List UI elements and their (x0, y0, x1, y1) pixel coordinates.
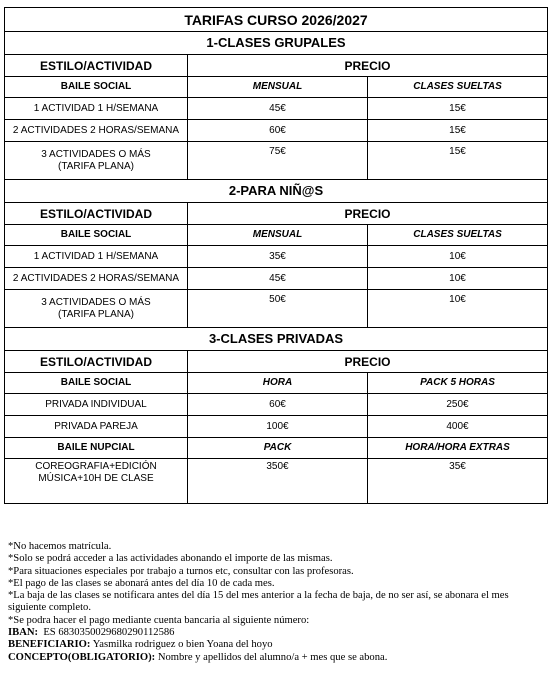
notes (8, 541, 546, 664)
subheader-hora-extras: HORA/HORA EXTRAS (368, 438, 548, 459)
subheader-mensual: MENSUAL (188, 77, 368, 98)
section-title-row (5, 328, 548, 351)
row-label: 1 ACTIVIDAD 1 H/SEMANA (5, 98, 188, 120)
row-label (5, 290, 188, 328)
concepto-value: Nombre y apellidos del alumno/a + mes que se abona. (157, 651, 388, 663)
note: *El pago de las clases se abonará antes del día 10 de cada mes. (8, 577, 275, 589)
row-label: 2 ACTIVIDADES 2 HORAS/SEMANA (5, 120, 188, 142)
concepto-line (8, 652, 546, 664)
table-row (5, 459, 548, 504)
row-label: 2 ACTIVIDADES 2 HORAS/SEMANA (5, 268, 188, 290)
section-title-row (5, 32, 548, 55)
subheader-pack: PACK (188, 438, 368, 459)
price-sueltas: 10€ (368, 268, 548, 290)
header-precio: PRECIO (188, 351, 548, 373)
beneficiario-label: BENEFICIARIO: (8, 639, 91, 651)
subheader-mensual: MENSUAL (188, 225, 368, 246)
header-estilo: ESTILO/ACTIVIDAD (5, 351, 188, 373)
subheader-baile-social: BAILE SOCIAL (5, 225, 188, 246)
subheader-baile-social: BAILE SOCIAL (5, 373, 188, 394)
subheader-baile-nupcial: BAILE NUPCIAL (5, 438, 188, 459)
beneficiario-value: Yasmilka rodriguez o bien Yoana del hoyo (92, 639, 273, 651)
row-label (5, 459, 188, 504)
header-estilo: ESTILO/ACTIVIDAD (5, 55, 188, 77)
column-header-row (5, 55, 548, 77)
price-hora-extra: 35€ (368, 459, 548, 504)
subheader-row (5, 373, 548, 394)
row-label-line2: MÚSICA+10H DE CLASE (38, 473, 154, 484)
table-row (5, 268, 548, 290)
price-sueltas: 15€ (368, 120, 548, 142)
header-estilo: ESTILO/ACTIVIDAD (5, 203, 188, 225)
beneficiario-line (8, 639, 546, 651)
subheader-row (5, 77, 548, 98)
subheader-clases-sueltas: CLASES SUELTAS (368, 77, 548, 98)
iban-label: IBAN: (8, 627, 39, 639)
row-label-line1: COREOGRAFIA+EDICIÓN (35, 461, 157, 472)
header-precio: PRECIO (188, 203, 548, 225)
price-sueltas: 10€ (368, 290, 548, 328)
price-hora: 60€ (188, 394, 368, 416)
section-title-ninos: 2-PARA NIÑ@S (5, 180, 548, 203)
row-label-line2: (TARIFA PLANA) (58, 160, 134, 172)
price-pack: 350€ (188, 459, 368, 504)
subheader-clases-sueltas: CLASES SUELTAS (368, 225, 548, 246)
price-mensual: 45€ (188, 268, 368, 290)
row-label: 1 ACTIVIDAD 1 H/SEMANA (5, 246, 188, 268)
price-sueltas: 15€ (368, 98, 548, 120)
column-header-row (5, 351, 548, 373)
section-title-grupales: 1-CLASES GRUPALES (5, 32, 548, 55)
price-mensual: 50€ (188, 290, 368, 328)
subheader-row (5, 225, 548, 246)
row-label: PRIVADA INDIVIDUAL (5, 394, 188, 416)
price-sueltas: 10€ (368, 246, 548, 268)
concepto-label: CONCEPTO(OBLIGATORIO): (8, 651, 156, 663)
table-row (5, 394, 548, 416)
iban-value: ES 6830350029680290112586 (43, 627, 175, 639)
row-label: PRIVADA PAREJA (5, 416, 188, 438)
title-row (5, 8, 548, 32)
price-mensual: 35€ (188, 246, 368, 268)
note: *Solo se podrá acceder a las actividades abonando el importe de las mismas. (8, 553, 333, 565)
column-header-row (5, 203, 548, 225)
iban-line (8, 627, 546, 639)
price-mensual: 60€ (188, 120, 368, 142)
subheader-baile-social: BAILE SOCIAL (5, 77, 188, 98)
subheader-pack-5-horas: PACK 5 HORAS (368, 373, 548, 394)
header-precio: PRECIO (188, 55, 548, 77)
note: *Se podra hacer el pago mediante cuenta bancaria al siguiente número: (8, 614, 310, 626)
price-sueltas: 15€ (368, 142, 548, 180)
note: *Para situaciones especiales por trabajo a turnos etc, consultar con las profesoras. (8, 565, 354, 577)
row-label (5, 142, 188, 180)
note: *La baja de las clases se notificara antes del día 15 del mes anterior a la fecha de baja, de no ser así, se abonara el mes siguiente completo. (8, 590, 509, 614)
note: *No hacemos matrícula. (8, 541, 112, 552)
table-row (5, 290, 548, 328)
price-mensual: 75€ (188, 142, 368, 180)
table-row (5, 120, 548, 142)
page-title: TARIFAS CURSO 2026/2027 (5, 8, 548, 32)
price-pack: 250€ (368, 394, 548, 416)
table-row (5, 416, 548, 438)
table-row (5, 98, 548, 120)
section-title-row (5, 180, 548, 203)
subheader-row (5, 438, 548, 459)
price-hora: 100€ (188, 416, 368, 438)
table-row (5, 142, 548, 180)
row-label-line2: (TARIFA PLANA) (58, 308, 134, 320)
table-row (5, 246, 548, 268)
section-title-privadas: 3-CLASES PRIVADAS (5, 328, 548, 351)
price-mensual: 45€ (188, 98, 368, 120)
tarifas-table (4, 7, 548, 504)
subheader-hora: HORA (188, 373, 368, 394)
price-pack: 400€ (368, 416, 548, 438)
row-label-line1: 3 ACTIVIDADES O MÁS (41, 148, 151, 160)
row-label-line1: 3 ACTIVIDADES O MÁS (41, 296, 151, 308)
